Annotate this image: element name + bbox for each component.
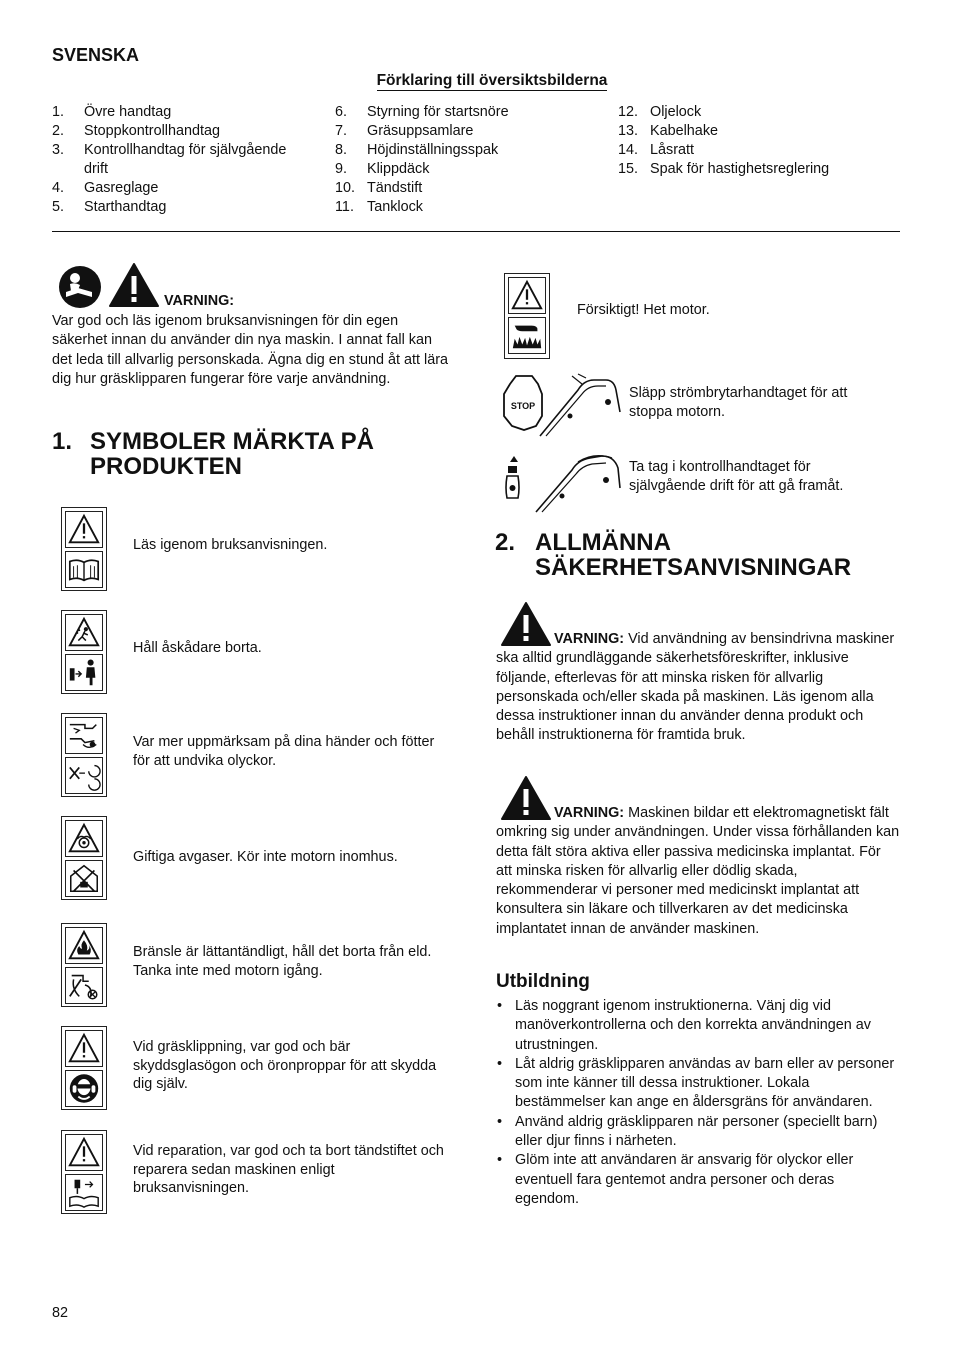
symbol-description: Giftiga avgaser. Kör inte motorn inomhus. bbox=[133, 849, 398, 865]
legend-text: Övre handtag bbox=[84, 104, 172, 120]
legend-item bbox=[335, 103, 595, 122]
training-list bbox=[496, 997, 896, 1209]
symbol-label bbox=[61, 713, 107, 797]
no-refuel-running-icon bbox=[65, 967, 103, 1004]
legend-number: 15. bbox=[618, 161, 639, 177]
read-manual-icon bbox=[56, 264, 104, 310]
legend-title bbox=[0, 71, 954, 90]
hot-engine-text: Försiktigt! Het motor. bbox=[577, 302, 710, 318]
legend-text: Spak för hastighetsreglering bbox=[650, 161, 830, 177]
legend-item bbox=[335, 179, 595, 198]
warning-icon bbox=[65, 1030, 103, 1067]
legend-item bbox=[618, 160, 900, 179]
eye-ear-protection-icon bbox=[65, 1070, 103, 1107]
warning-text: Maskinen bildar ett elektromagnetiskt fält omkring sig under användningen. Under vissa förhållanden kan detta fält störa aktiva eller passiva medicinska implantat. För att minska risken för allvarlig eller dödlig skada, rekommenderar vi personer med medicinskt implantat att konsultera sin läkare och tillverkaren av det medicinska implantatet innan de använder maskinen. bbox=[496, 805, 900, 937]
legend-text: Oljelock bbox=[650, 104, 702, 120]
legend-number: 13. bbox=[618, 123, 639, 139]
legend-item bbox=[335, 160, 595, 179]
legend-text: Kontrollhandtag för självgående drift bbox=[84, 142, 287, 177]
legend-item bbox=[52, 122, 312, 141]
no-hands-near-blade-icon bbox=[65, 757, 103, 794]
symbol-label bbox=[504, 273, 550, 359]
symbol-description: Var mer uppmärksam på dina händer och fötter för att undvika olyckor. bbox=[133, 734, 435, 769]
legend-number: 9. bbox=[335, 161, 348, 177]
symbol-label bbox=[61, 610, 107, 694]
legend-number: 6. bbox=[335, 104, 348, 120]
list-item: • Låt aldrig gräsklipparen användas av barn eller av personer som inte känner till dessa instruktioner. Lokala bestämmelser kan ange en åldersgräns för användaren. bbox=[496, 1055, 896, 1113]
symbol-description: Läs igenom bruksanvisningen. bbox=[133, 537, 328, 553]
legend-item bbox=[618, 103, 900, 122]
header-divider bbox=[52, 231, 900, 232]
list-item: • Glöm inte att användaren är ansvarig för olyckor eller eventuell fara gentemot andra personer och deras egendom. bbox=[496, 1151, 896, 1209]
warning-label: VARNING: bbox=[164, 293, 235, 309]
warning-icon bbox=[65, 511, 103, 548]
legend-text: Tändstift bbox=[367, 180, 423, 196]
legend-item bbox=[52, 179, 312, 198]
legend-number: 7. bbox=[335, 123, 348, 139]
keep-bystanders-away-icon bbox=[65, 654, 103, 691]
legend-title-text: Förklaring till översiktsbilderna bbox=[376, 72, 608, 89]
legend-number: 2. bbox=[52, 123, 65, 139]
section-number: 2. bbox=[495, 529, 516, 556]
legend-number: 11. bbox=[335, 199, 354, 215]
training-heading: Utbildning bbox=[496, 971, 590, 992]
legend-number: 10. bbox=[335, 180, 356, 196]
warning-block-2 bbox=[496, 804, 900, 939]
symbol-description: Bränsle är lättantändligt, håll det borta från eld. Tanka inte med motorn igång. bbox=[133, 944, 432, 979]
symbol-description: Vid gräsklippning, var god och bär skyddsglasögon och öronproppar för att skydda dig själv. bbox=[133, 1039, 437, 1092]
legend-number: 4. bbox=[52, 180, 65, 196]
warning-label: VARNING: bbox=[554, 805, 625, 821]
symbol-description: Håll åskådare borta. bbox=[133, 640, 262, 656]
legend-column-1 bbox=[52, 103, 312, 217]
symbol-label bbox=[61, 816, 107, 900]
stop-label: STOP bbox=[510, 401, 536, 411]
legend-text: Gasreglage bbox=[84, 180, 159, 196]
warning-text: Vid användning av bensindrivna maskiner ska alltid grundläggande säkerhetsföreskrifter, inklusive följande, efterlevas för att minska risken för allvarlig personskada och/eller skada på maskinen. Läs igenom alla dessa instruktioner innan du använder denna produkt och behåll instruktionerna för framtida bruk. bbox=[496, 631, 895, 744]
symbol-label bbox=[61, 923, 107, 1007]
legend-item bbox=[52, 103, 312, 122]
symbol-label bbox=[61, 1130, 107, 1214]
warning-label: VARNING: bbox=[554, 631, 625, 647]
legend-text: Kabelhake bbox=[650, 123, 719, 139]
symbol-label bbox=[61, 507, 107, 591]
warning-icon bbox=[108, 262, 160, 308]
spark-plug-manual-icon bbox=[65, 1174, 103, 1211]
no-indoor-running-icon bbox=[65, 860, 103, 897]
legend-text: Gräsuppsamlare bbox=[367, 123, 474, 139]
legend-number: 12. bbox=[618, 104, 639, 120]
manual-book-icon bbox=[65, 551, 103, 588]
legend-item bbox=[52, 141, 312, 179]
legend-text: Starthandtag bbox=[84, 199, 167, 215]
flammable-icon bbox=[65, 927, 103, 964]
legend-text: Tanklock bbox=[367, 199, 423, 215]
section-1-heading bbox=[52, 429, 452, 479]
section-title: ALLMÄNNA SÄKERHETSANVISNINGAR bbox=[535, 529, 852, 581]
warning-icon bbox=[65, 1134, 103, 1171]
legend-text: Styrning för startsnöre bbox=[367, 104, 509, 120]
warning-block-1 bbox=[496, 630, 900, 746]
legend-number: 1. bbox=[52, 104, 65, 120]
drive-handle-text: Ta tag i kontrollhandtaget för självgående drift för att gå framåt. bbox=[629, 459, 844, 494]
legend-item bbox=[335, 198, 595, 217]
legend-item bbox=[618, 141, 900, 160]
legend-item bbox=[335, 122, 595, 141]
legend-item bbox=[618, 122, 900, 141]
legend-column-3 bbox=[618, 103, 900, 179]
legend-number: 3. bbox=[52, 142, 65, 158]
legend-column-2 bbox=[335, 103, 595, 217]
legend-number: 8. bbox=[335, 142, 348, 158]
section-2-heading bbox=[495, 530, 895, 580]
legend-item bbox=[52, 198, 312, 217]
list-item: • Använd aldrig gräsklipparen när personer (speciellt barn) eller djur finns i närheten. bbox=[496, 1113, 896, 1152]
legend-text: Stoppkontrollhandtag bbox=[84, 123, 221, 139]
hot-engine-icon bbox=[508, 317, 546, 354]
section-number: 1. bbox=[52, 428, 73, 455]
thrown-objects-icon bbox=[65, 614, 103, 651]
legend-text: Höjdinställningsspak bbox=[367, 142, 499, 158]
legend-text: Klippdäck bbox=[367, 161, 430, 177]
drive-handle-icon bbox=[502, 448, 624, 514]
stop-handle-icon bbox=[502, 372, 624, 438]
warning-icon bbox=[508, 277, 546, 314]
legend-number: 5. bbox=[52, 199, 65, 215]
stop-handle-text: Släpp strömbrytarhandtaget för att stoppa motorn. bbox=[629, 385, 848, 420]
toxic-fumes-icon bbox=[65, 820, 103, 857]
language-heading: SVENSKA bbox=[52, 45, 140, 65]
legend-number: 14. bbox=[618, 142, 639, 158]
symbol-label bbox=[61, 1026, 107, 1110]
legend-item bbox=[335, 141, 595, 160]
symbol-description: Vid reparation, var god och ta bort tändstiftet och reparera sedan maskinen enligt bruksanvisningen. bbox=[133, 1143, 444, 1196]
legend-text: Låsratt bbox=[650, 142, 694, 158]
intro-warning-text: Var god och läs igenom bruksanvisningen för din egen säkerhet innan du använder din nya maskin. I annat fall kan det leda till allvarlig personskada. Ägna dig en stund åt att lära dig hur gräsklipparen fungerar före varje användning. bbox=[52, 313, 448, 387]
page-number: 82 bbox=[52, 1305, 69, 1321]
list-item: • Läs noggrant igenom instruktionerna. Vänj dig vid manöverkontrollerna och den korrekta användningen av utrustningen. bbox=[496, 997, 896, 1055]
section-title: SYMBOLER MÄRKTA PÅ PRODUKTEN bbox=[90, 428, 374, 480]
hand-foot-cut-icon bbox=[65, 717, 103, 754]
